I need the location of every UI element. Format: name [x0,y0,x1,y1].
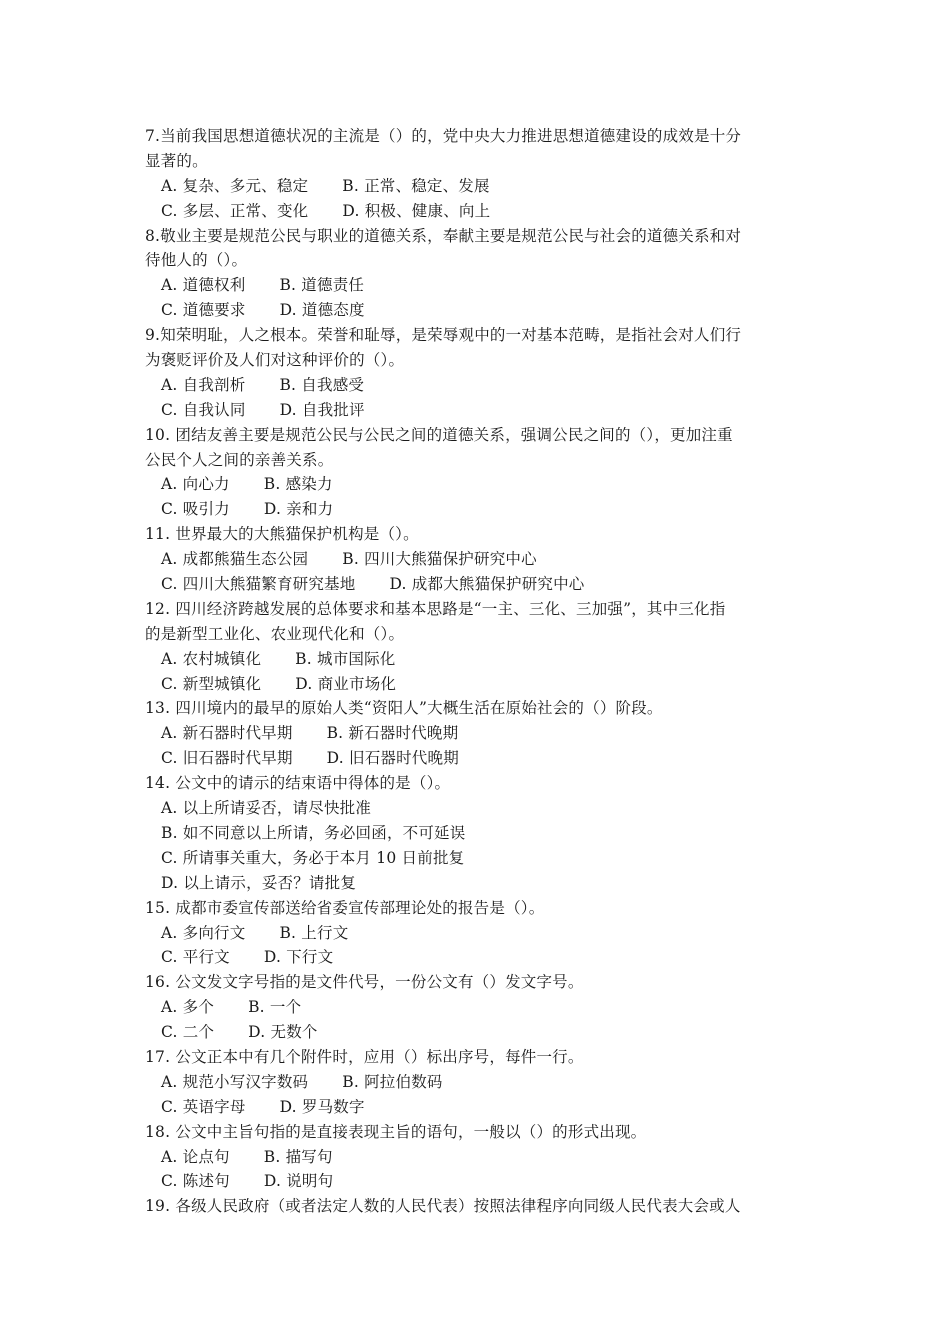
option-row [145,647,810,672]
option-row [145,1095,810,1120]
answer-option: B. 感染力 [263,475,333,494]
answer-option: D. 商业市场化 [295,674,397,693]
question-text-line: 18. 公文中主旨句指的是直接表现主旨的语句，一般以（）的形式出现。 [145,1122,647,1141]
question-text-line: 公民个人之间的亲善关系。 [145,450,334,469]
answer-option: C. 二个 [161,1023,215,1042]
option-row [145,1020,810,1045]
answer-option: C. 平行文 [161,948,230,967]
answer-option: D. 说明句 [263,1172,334,1191]
answer-option: B. 道德责任 [279,276,365,295]
question-text-line: 显著的。 [145,151,208,170]
answer-option: A. 新石器时代早期 [161,724,293,743]
question-text-line: 待他人的（）。 [145,251,248,270]
option-row [145,1070,810,1095]
answer-option: C. 道德要求 [161,301,246,320]
answer-option: D. 无数个 [248,1023,318,1042]
question-text-line: 的是新型工业化、农业现代化和（）。 [145,624,405,643]
question-block [145,1045,810,1120]
question-block [145,896,810,971]
question-text-line: 11. 世界最大的大熊猫保护机构是（）。 [145,525,419,544]
question-text-line: 13. 四川境内的最早的原始人类“资阳人”大概生活在原始社会的（）阶段。 [145,699,663,718]
answer-option: A. 成都熊猫生态公园 [161,550,309,569]
answer-option: A. 论点句 [161,1147,230,1166]
option-row [145,995,810,1020]
answer-option: C. 四川大熊猫繁育研究基地 [161,575,356,594]
option-row [145,1145,810,1170]
answer-option: A. 自我剖析 [161,375,246,394]
option-row [145,846,810,871]
option-row [145,572,810,597]
answer-option: C. 新型城镇化 [161,674,262,693]
question-text-line: 14. 公文中的请示的结束语中得体的是（）。 [145,774,451,793]
answer-option: B. 阿拉伯数码 [342,1072,443,1091]
answer-option: B. 如不同意以上所请，务必回函，不可延误 [161,823,466,842]
answer-option: C. 多层、正常、变化 [161,201,309,220]
option-row [145,547,810,572]
question-block [145,970,810,1045]
answer-option: B. 四川大熊猫保护研究中心 [342,550,537,569]
question-text-line: 9.知荣明耻，人之根本。荣誉和耻辱，是荣辱观中的一对基本范畴，是指社会对人们行 [145,326,742,345]
answer-option: D. 以上请示，妥否？请批复 [161,873,357,892]
answer-option: B. 上行文 [279,923,349,942]
question-text-line: 17. 公文正本中有几个附件时，应用（）标出序号，每件一行。 [145,1047,584,1066]
answer-option: D. 积极、健康、向上 [342,201,491,220]
answer-option: A. 复杂、多元、稳定 [161,176,309,195]
option-row [145,174,810,199]
answer-option: B. 一个 [248,998,302,1017]
answer-option: A. 规范小写汉字数码 [161,1072,309,1091]
answer-option: B. 正常、稳定、发展 [342,176,490,195]
answer-option: B. 描写句 [263,1147,333,1166]
option-row [145,497,810,522]
answer-option: C. 自我认同 [161,400,246,419]
question-block [145,522,810,597]
answer-option: B. 自我感受 [279,375,365,394]
option-row [145,945,810,970]
answer-option: B. 新石器时代晚期 [326,724,459,743]
option-row [145,1169,810,1194]
question-block [145,1194,810,1219]
option-row [145,821,810,846]
answer-option: C. 陈述句 [161,1172,230,1191]
option-row [145,871,810,896]
answer-option: D. 成都大熊猫保护研究中心 [389,575,585,594]
question-text-line: 19. 各级人民政府（或者法定人数的人民代表）按照法律程序向同级人民代表大会或人 [145,1197,741,1216]
question-text-line: 7.当前我国思想道德状况的主流是（）的，党中央大力推进思想道德建设的成效是十分 [145,127,742,145]
answer-option: A. 道德权利 [161,276,246,295]
answer-option: A. 向心力 [161,475,230,494]
question-block [145,423,810,523]
question-block [145,124,810,224]
question-block [145,224,810,324]
question-text-line: 8.敬业主要是规范公民与职业的道德关系，奉献主要是规范公民与社会的道德关系和对 [145,226,742,245]
answer-option: D. 旧石器时代晚期 [326,749,459,768]
answer-option: A. 农村城镇化 [161,649,262,668]
answer-option: C. 英语字母 [161,1097,246,1116]
answer-option: D. 道德态度 [279,301,365,320]
question-text-line: 15. 成都市委宣传部送给省委宣传部理论处的报告是（）。 [145,898,545,917]
answer-option: A. 多个 [161,998,215,1017]
question-text-line: 10. 团结友善主要是规范公民与公民之间的道德关系，强调公民之间的（），更加注重 [145,425,733,444]
option-row [145,199,810,224]
question-text-line: 12. 四川经济跨越发展的总体要求和基本思路是“一主、三化、三加强”，其中三化指 [145,599,726,618]
question-block [145,771,810,895]
document-page [145,124,810,1219]
answer-option: C. 旧石器时代早期 [161,749,293,768]
option-row [145,298,810,323]
option-row [145,273,810,298]
answer-option: A. 多向行文 [161,923,246,942]
option-row [145,672,810,697]
option-row [145,398,810,423]
option-row [145,373,810,398]
answer-option: C. 所请事关重大，务必于本月 10 日前批复 [161,848,465,867]
option-row [145,472,810,497]
answer-option: D. 罗马数字 [279,1097,365,1116]
question-block [145,696,810,771]
option-row [145,746,810,771]
question-text-line: 为褒贬评价及人们对这种评价的（）。 [145,351,405,370]
answer-option: D. 亲和力 [263,500,334,519]
question-block [145,323,810,423]
option-row [145,721,810,746]
answer-option: D. 自我批评 [279,400,365,419]
answer-option: A. 以上所请妥否，请尽快批准 [161,799,372,818]
option-row [145,796,810,821]
option-row [145,921,810,946]
question-block [145,597,810,697]
answer-option: C. 吸引力 [161,500,230,519]
question-block [145,1120,810,1195]
answer-option: B. 城市国际化 [295,649,396,668]
question-text-line: 16. 公文发文字号指的是文件代号，一份公文有（）发文字号。 [145,973,584,992]
answer-option: D. 下行文 [263,948,334,967]
